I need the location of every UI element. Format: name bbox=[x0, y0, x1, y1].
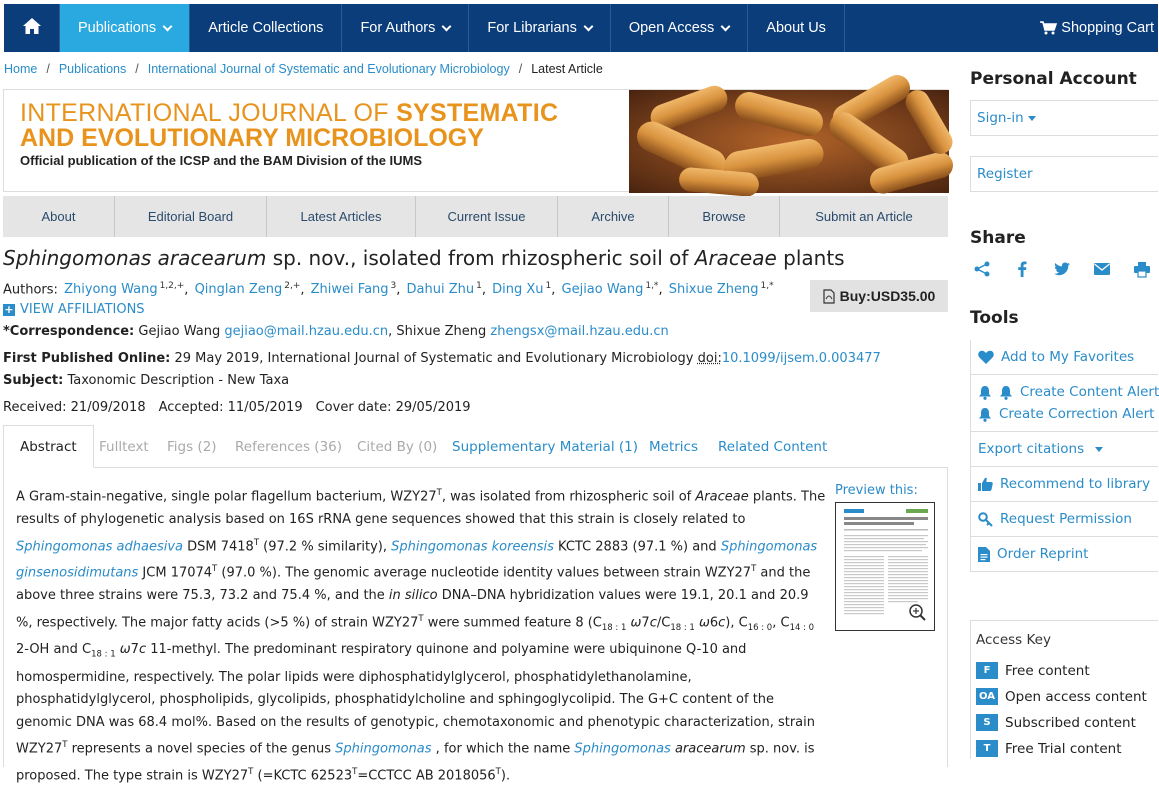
tab-supplementary[interactable]: Supplementary Material (1) bbox=[452, 438, 638, 455]
tools-heading: Tools bbox=[970, 308, 1019, 328]
nav-label: Publications bbox=[78, 20, 157, 36]
shopping-cart-button[interactable] bbox=[1030, 4, 1158, 52]
journal-nav-latest-articles[interactable]: Latest Articles bbox=[267, 196, 416, 237]
add-favorites-label: Add to My Favorites bbox=[1001, 349, 1135, 365]
correction-alert-button[interactable] bbox=[971, 403, 1158, 425]
breadcrumb-separator: / bbox=[46, 62, 50, 76]
buy-label: Buy:USD35.00 bbox=[839, 288, 936, 304]
first-published-text: 29 May 2019, International Journal of Systematic and Evolutionary Microbiology bbox=[174, 351, 694, 366]
plus-icon: + bbox=[4, 302, 14, 316]
breadcrumb-publications[interactable]: Publications bbox=[58, 62, 127, 76]
journal-banner[interactable] bbox=[3, 89, 948, 192]
content-alert-button[interactable] bbox=[971, 381, 1158, 403]
nav-publications[interactable] bbox=[60, 4, 190, 52]
order-reprint-button[interactable] bbox=[971, 537, 1158, 572]
bacteria-image bbox=[629, 90, 949, 193]
dates-line bbox=[3, 400, 471, 415]
caret-down-icon bbox=[1095, 447, 1103, 452]
subject-value: Taxonomic Description - New Taxa bbox=[67, 373, 290, 388]
access-key-panel bbox=[970, 620, 1158, 759]
author-sup: 1,* bbox=[645, 281, 659, 291]
share-icons bbox=[972, 260, 1152, 278]
cart-icon bbox=[1040, 21, 1056, 35]
access-key-label: Free content bbox=[1005, 662, 1090, 679]
nav-spacer bbox=[845, 4, 1030, 52]
corr-name: Shixue Zheng bbox=[396, 324, 487, 339]
authors-label: Authors: bbox=[3, 282, 58, 298]
sign-in-label: Sign-in bbox=[977, 110, 1024, 126]
first-published-line bbox=[3, 351, 881, 366]
nav-label: Open Access bbox=[628, 20, 715, 36]
doi-link[interactable]: 10.1099/ijsem.0.003477 bbox=[721, 351, 881, 366]
alerts-group bbox=[971, 375, 1158, 432]
title-genus: Sphingomonas aracearum bbox=[3, 246, 267, 270]
thumbs-up-icon bbox=[978, 477, 993, 491]
access-key-heading: Access Key bbox=[976, 632, 1051, 648]
tab-references[interactable]: References (36) bbox=[235, 438, 343, 455]
journal-nav-submit[interactable]: Submit an Article bbox=[815, 209, 913, 224]
author-sup: 1,* bbox=[760, 281, 774, 291]
author-sup: 1 bbox=[545, 281, 552, 291]
personal-account-heading: Personal Account bbox=[970, 69, 1137, 89]
author-sup: 3 bbox=[390, 281, 397, 291]
access-key-item bbox=[976, 740, 1122, 757]
add-favorites-button[interactable] bbox=[971, 340, 1158, 375]
caret-down-icon bbox=[1028, 116, 1036, 121]
export-citations-dropdown[interactable] bbox=[971, 432, 1158, 467]
chevron-down-icon bbox=[583, 21, 593, 31]
author-link[interactable]: Shixue Zheng bbox=[668, 282, 759, 298]
access-key-label: Free Trial content bbox=[1005, 740, 1122, 757]
corr-email-link[interactable]: zhengsx@mail.hzau.edu.cn bbox=[490, 324, 669, 339]
breadcrumb bbox=[4, 62, 603, 76]
register-link[interactable] bbox=[970, 156, 1158, 192]
nav-open-access[interactable] bbox=[611, 4, 748, 52]
bell-icon bbox=[999, 385, 1013, 400]
key-icon bbox=[978, 512, 993, 527]
breadcrumb-separator: / bbox=[135, 62, 139, 76]
chevron-down-icon bbox=[163, 21, 173, 31]
author-sup: 1 bbox=[476, 281, 482, 291]
journal-nav-about[interactable]: About bbox=[3, 196, 115, 237]
article-title bbox=[3, 246, 845, 270]
heart-icon bbox=[978, 350, 994, 364]
access-key-label: Subscribed content bbox=[1005, 714, 1136, 731]
breadcrumb-current: Latest Article bbox=[531, 62, 603, 76]
taxon-link[interactable]: Sphingomonas bbox=[574, 741, 671, 757]
cart-label: Shopping Cart bbox=[1061, 20, 1154, 36]
access-key-item bbox=[976, 714, 1136, 731]
home-icon bbox=[22, 17, 42, 39]
bell-icon bbox=[978, 385, 992, 400]
top-nav bbox=[4, 4, 1158, 52]
reprint-label: Order Reprint bbox=[997, 546, 1089, 562]
view-affiliations-label: VIEW AFFILIATIONS bbox=[20, 302, 145, 317]
taxon-link[interactable]: Sphingomonas koreensis bbox=[391, 538, 554, 554]
pdf-icon bbox=[823, 289, 835, 304]
open-access-badge: OA bbox=[976, 688, 998, 705]
taxon-link[interactable]: Sphingomonas bbox=[335, 741, 432, 757]
view-affiliations-toggle[interactable] bbox=[3, 302, 145, 317]
buy-button[interactable] bbox=[810, 280, 948, 312]
nav-label: For Authors bbox=[360, 20, 436, 36]
nav-article-collections[interactable] bbox=[190, 4, 342, 52]
access-key-item bbox=[976, 662, 1090, 679]
subject-line bbox=[3, 373, 289, 388]
banner-title-line2: AND EVOLUTIONARY MICROBIOLOGY bbox=[20, 124, 484, 152]
chevron-down-icon bbox=[721, 21, 731, 31]
author-link[interactable]: Qinglan Zeng bbox=[194, 282, 283, 298]
access-key-label: Open access content bbox=[1005, 688, 1147, 705]
first-published-label: First Published Online: bbox=[3, 351, 171, 366]
banner-title-bold: SYSTEMATIC bbox=[396, 99, 559, 127]
document-icon bbox=[978, 547, 990, 562]
title-mid: sp. nov., isolated from rhizospheric soil of bbox=[266, 246, 695, 270]
twitter-icon[interactable] bbox=[1052, 260, 1072, 278]
banner-title-plain: INTERNATIONAL JOURNAL OF bbox=[20, 99, 397, 127]
author-list: Authors: Zhiyong Wang $^{1,2,+}$, Qinglan Zeng $^{2,+}$, Zhiwei Fang $^3$, Dahui Zhu $^1$, Ding Xu $^1$, Gejiao Wang $^{1,*}$, Shixue Zheng $^{1,*}$ bbox=[3, 281, 774, 298]
subject-label: Subject: bbox=[3, 373, 64, 388]
email-icon[interactable] bbox=[1092, 260, 1112, 278]
tab-fulltext[interactable]: Fulltext bbox=[99, 438, 149, 455]
correction-alert-label: Create Correction Alert bbox=[999, 406, 1155, 422]
nav-about-us[interactable] bbox=[748, 4, 845, 52]
taxon-link[interactable]: Sphingomonas adhaesiva bbox=[16, 538, 183, 554]
recommend-library-button[interactable] bbox=[971, 467, 1158, 502]
journal-nav-current-issue[interactable]: Current Issue bbox=[416, 196, 558, 237]
breadcrumb-home[interactable]: Home bbox=[4, 62, 38, 76]
nav-label: Article Collections bbox=[208, 20, 324, 36]
tab-metrics[interactable]: Metrics bbox=[649, 438, 699, 455]
journal-nav-editorial-board[interactable]: Editorial Board bbox=[115, 196, 267, 237]
subscribed-badge: S bbox=[976, 714, 998, 731]
share-icon[interactable] bbox=[972, 260, 992, 278]
author-sup: 1,2,+ bbox=[159, 281, 185, 291]
preview-thumbnail[interactable] bbox=[835, 502, 935, 631]
abstract-text: A Gram-stain-negative, single polar flagellum bacterium, $WZY27^T$, was isolated from rhizospheric soil of Araceae plants. The results of phylogenetic analysis based on 16S rRNA gene sequences showed that this strain is closely related to Sphingomonas adhaesiva DSM $7418^T$ (97.2 % similarity), Sphingomonas koreensis KCTC 2883 (97.1 %) and Sphingomonas ginsenosidimutans JCM $17074^T$ (97.0 %). The genomic average nucleotide identity values between strain $WZY27^T$ and the above three strains were 75.3, 73.2 and 75.4 %, and the in silico DNA–DNA hybridization values were 19.1, 20.1 and 20.9 %, respectively. The major fatty acids (>5 %) of strain $WZY27^T$ were summed feature 8 ($C_{18 : 1}$ $\omega 7c/C_{18 : 1}$ ω6c), $C_{16 : 0}$, $C_{14 : 0}$ 2-OH and $C_{18 : 1}$ ω7c 11-methyl. The predominant respiratory quinone and polyamine were ubiquinone Q-10 and homospermidine, respectively. The polar lipids were diphosphatidylglycerol, phosphatidylethanolamine, phosphatidylglycerol, phospholipids, glycolipids, phosphatidylcholine and sphingoglycolipid. The G+C content of the genomic DNA was 68.4 mol%. Based on the results of genotypic, chemotaxonomic and phenotypic characterization, strain $WZY27^T$ represents a novel species of the genus Sphingomonas , for which the name Sphingomonas aracearum sp. nov. is proposed. The type strain is $WZY27^T$ (=KCTC $62523^T=CCTCC$ AB $2018056^T$). bbox=[16, 488, 826, 784]
nav-for-authors[interactable] bbox=[342, 4, 469, 52]
tab-figs[interactable]: Figs (2) bbox=[167, 438, 217, 455]
journal-nav-archive[interactable]: Archive bbox=[558, 196, 669, 237]
print-icon[interactable] bbox=[1132, 260, 1152, 278]
recommend-label: Recommend to library bbox=[1000, 476, 1151, 492]
nav-label: About Us bbox=[766, 20, 826, 36]
received-date: Received: 21/09/2018 bbox=[3, 400, 146, 415]
title-family: Araceae bbox=[694, 246, 777, 270]
cover-date: Cover date: 29/05/2019 bbox=[315, 400, 471, 415]
author-link[interactable]: Gejiao Wang bbox=[561, 282, 644, 298]
export-citations-label: Export citations bbox=[978, 441, 1085, 457]
access-key-item bbox=[976, 688, 1147, 705]
tab-cited-by[interactable]: Cited By (0) bbox=[357, 438, 438, 455]
facebook-icon[interactable] bbox=[1012, 260, 1032, 278]
request-permission-button[interactable] bbox=[971, 502, 1158, 537]
sign-in-dropdown[interactable] bbox=[970, 100, 1158, 136]
tab-related-content[interactable]: Related Content bbox=[718, 438, 828, 455]
breadcrumb-journal[interactable]: International Journal of Systematic and Evolutionary Microbiology bbox=[147, 62, 510, 76]
banner-subtitle: Official publication of the ICSP and the BAM Division of the IUMS bbox=[20, 153, 423, 168]
free-badge: F bbox=[976, 662, 998, 679]
tools-panel bbox=[970, 340, 1158, 572]
author-link[interactable]: Zhiyong Wang bbox=[64, 282, 158, 298]
correspondence-label: *Correspondence: bbox=[3, 324, 135, 339]
nav-label: For Librarians bbox=[487, 20, 577, 36]
tab-abstract[interactable]: Abstract bbox=[3, 425, 94, 468]
share-heading: Share bbox=[970, 228, 1026, 248]
author-link[interactable]: Ding Xu bbox=[492, 282, 544, 298]
corr-name: Gejiao Wang bbox=[138, 324, 221, 339]
bell-icon bbox=[978, 407, 992, 422]
author-link[interactable]: Dahui Zhu bbox=[406, 282, 475, 298]
title-end: plants bbox=[776, 246, 845, 270]
author-link[interactable]: Zhiwei Fang bbox=[310, 282, 389, 298]
journal-nav bbox=[3, 196, 948, 237]
register-label: Register bbox=[977, 166, 1033, 182]
taxon-link[interactable]: Sphingomonas ginsenosidimutans bbox=[16, 538, 818, 581]
corr-email-link[interactable]: gejiao@mail.hzau.edu.cn bbox=[224, 324, 389, 339]
author-sup: 2,+ bbox=[284, 281, 301, 291]
permission-label: Request Permission bbox=[1000, 511, 1132, 527]
correspondence-line: *Correspondence: Gejiao Wang gejiao@mail.hzau.edu.cn, Shixue Zheng zhengsx@mail.hzau.edu.cn bbox=[3, 324, 669, 339]
journal-nav-browse[interactable]: Browse bbox=[669, 196, 780, 237]
preview-label: Preview this: bbox=[835, 483, 918, 498]
content-alert-label: Create Content Alert bbox=[1020, 384, 1159, 400]
doi-label: doi: bbox=[697, 351, 722, 366]
article-tabs bbox=[3, 425, 948, 468]
home-nav-button[interactable] bbox=[4, 4, 60, 52]
breadcrumb-separator: / bbox=[518, 62, 523, 76]
chevron-down-icon bbox=[442, 21, 452, 31]
accepted-date: Accepted: 11/05/2019 bbox=[158, 400, 303, 415]
document-preview-icon bbox=[836, 503, 936, 632]
trial-badge: T bbox=[976, 740, 998, 757]
nav-for-librarians[interactable] bbox=[469, 4, 610, 52]
